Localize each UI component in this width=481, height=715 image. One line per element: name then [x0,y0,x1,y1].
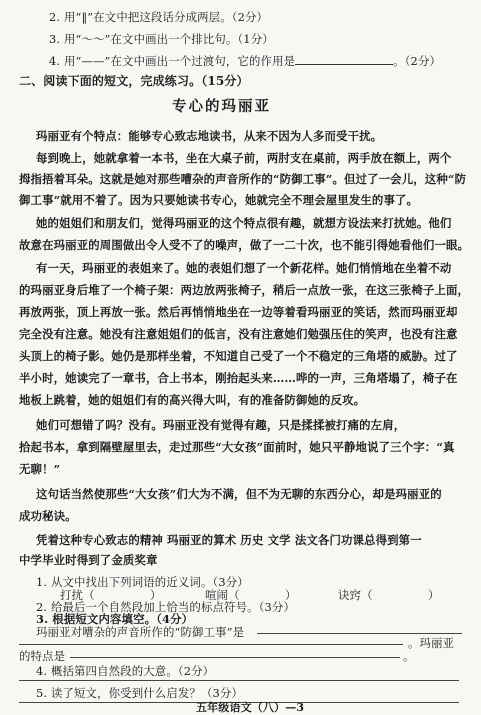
answer-line[interactable] [70,657,400,658]
exercise-3-line-2-suffix: 。玛丽亚 [408,636,455,651]
question-4-prefix: 4. 用“——”在文中画出一个过渡句，它的作用是 [49,54,296,68]
exercise-4: 4. 概括第四自然段的大意。（2分） [36,664,215,678]
word-2-close: ） [285,588,297,603]
section-2-heading: 二、阅读下面的短文，完成练习。（15分） [19,74,249,88]
passage-line: 凭着这种专心致志的精神 玛丽亚的算术 历史 文学 法文各门功课总得到第一 [36,533,422,547]
answer-line[interactable] [257,633,462,634]
exercise-5: 5. 读了短文，你受到什么启发？（3分） [36,686,243,700]
exercise-3-line-3-prefix: 的特点是 [19,648,66,663]
passage-line: 中学毕业时得到了金质奖章 [19,553,158,567]
word-1-close: ） [150,588,162,603]
passage-line: 地板上跳着，她的姐姐们有的高兴得大叫，有的准备防御她的反攻。 [19,393,366,407]
passage-line: 的玛丽亚身后堆了一个椅子架：两边放两张椅子，稍后一点放一张，在这三张椅子上面， [19,283,470,297]
answer-line[interactable] [19,680,459,681]
passage-line: 每到晚上，她就拿着一本书，坐在大桌子前，两肘支在桌前，两手放在额上，两个 [36,151,452,165]
page-footer: 五年级语文（八）—3 [196,701,305,714]
passage-line: 拇指捂着耳朵。这就是她对那些嘈杂的声音所作的“防御工事”。但过了一会儿，这种“防 [19,172,467,186]
passage-line: 这句话当然使那些“大女孩”们大为不满，但不为无聊的东西分心，却是玛丽亚的 [36,487,442,501]
word-3-open: 诀窍（ [338,588,373,603]
exercise-3-line-3-suffix: 。 [403,648,415,663]
passage-line: 她的姐姐们和朋友们，觉得玛丽亚的这个特点很有趣，就想方设法来打扰她。他们 [36,216,452,230]
answer-line[interactable] [19,644,403,645]
answer-blank[interactable] [295,54,393,65]
passage-line: 御工事”就用不着了。因为只要她读书专心，她就完全不理会屋里发生的事了。 [19,193,419,207]
question-3-top: 3. 用“～～”在文中画出一个排比句。（1分） [49,32,274,46]
passage-line: 半小时，她读完了一章书，合上书本，刚抬起头来……哗的一声，三角塔塌了，椅子在 [19,371,458,385]
word-2-open: 喧闹（ [205,588,240,603]
exercise-3-line-1: 玛丽亚对嘈杂的声音所作的“防御工事”是 [36,624,245,639]
word-3-close: ） [428,588,440,603]
word-1-open: 打扰（ [60,588,95,603]
exercise-1: 1. 从文中找出下列词语的近义词。（3分） [36,575,249,589]
question-4-suffix: 。（2分） [393,54,442,68]
passage-line: 无聊！” [19,462,61,476]
passage-line: 拾起书本，拿到隔壁屋里去，走过那些“大女孩”面前时，她只平静地说了三个字：“真 [19,440,455,454]
exercise-3: 3. 根据短文内容填空。（4分） [36,612,194,627]
passage-line: 头顶上的椅子影。她仍是那样坐着，不知道自己受了一个不稳定的三角塔的威胁。过了 [19,349,458,363]
passage-title: 专心的玛丽亚 [172,98,271,115]
question-4-top [49,54,441,68]
passage-line: 玛丽亚有个特点：能够专心致志地读书，从来不因为人多而受干扰。 [36,129,383,143]
passage-line: 成功秘诀。 [19,509,77,523]
exercise-2: 2. 给最后一个自然段加上恰当的标点符号。（3分） [36,599,295,614]
passage-line: 故意在玛丽亚的周围做出令人受不了的噪声，做了一二十次，也不能引得她看他们一眼。 [19,238,470,252]
question-2-top: 2. 用“‖”在文中把这段话分成两层。（2分） [49,10,269,24]
passage-line: 有一天，玛丽亚的表姐来了。她的表姐们想了一个新花样。她们悄悄地在坐着不动 [36,261,452,275]
passage-line: 再放两张，顶上再放一张。然后再悄悄地坐在一边等着看玛丽亚的笑话，然而玛丽亚却 [19,305,458,319]
passage-line: 她们可想错了吗？没有。玛丽亚没有觉得有趣，只是揉揉被打痛的左肩， [36,418,406,432]
passage-line: 完全没有注意。她没有注意姐姐们的低言，没有注意她们勉强压住的笑声，也没有注意 [19,327,458,341]
